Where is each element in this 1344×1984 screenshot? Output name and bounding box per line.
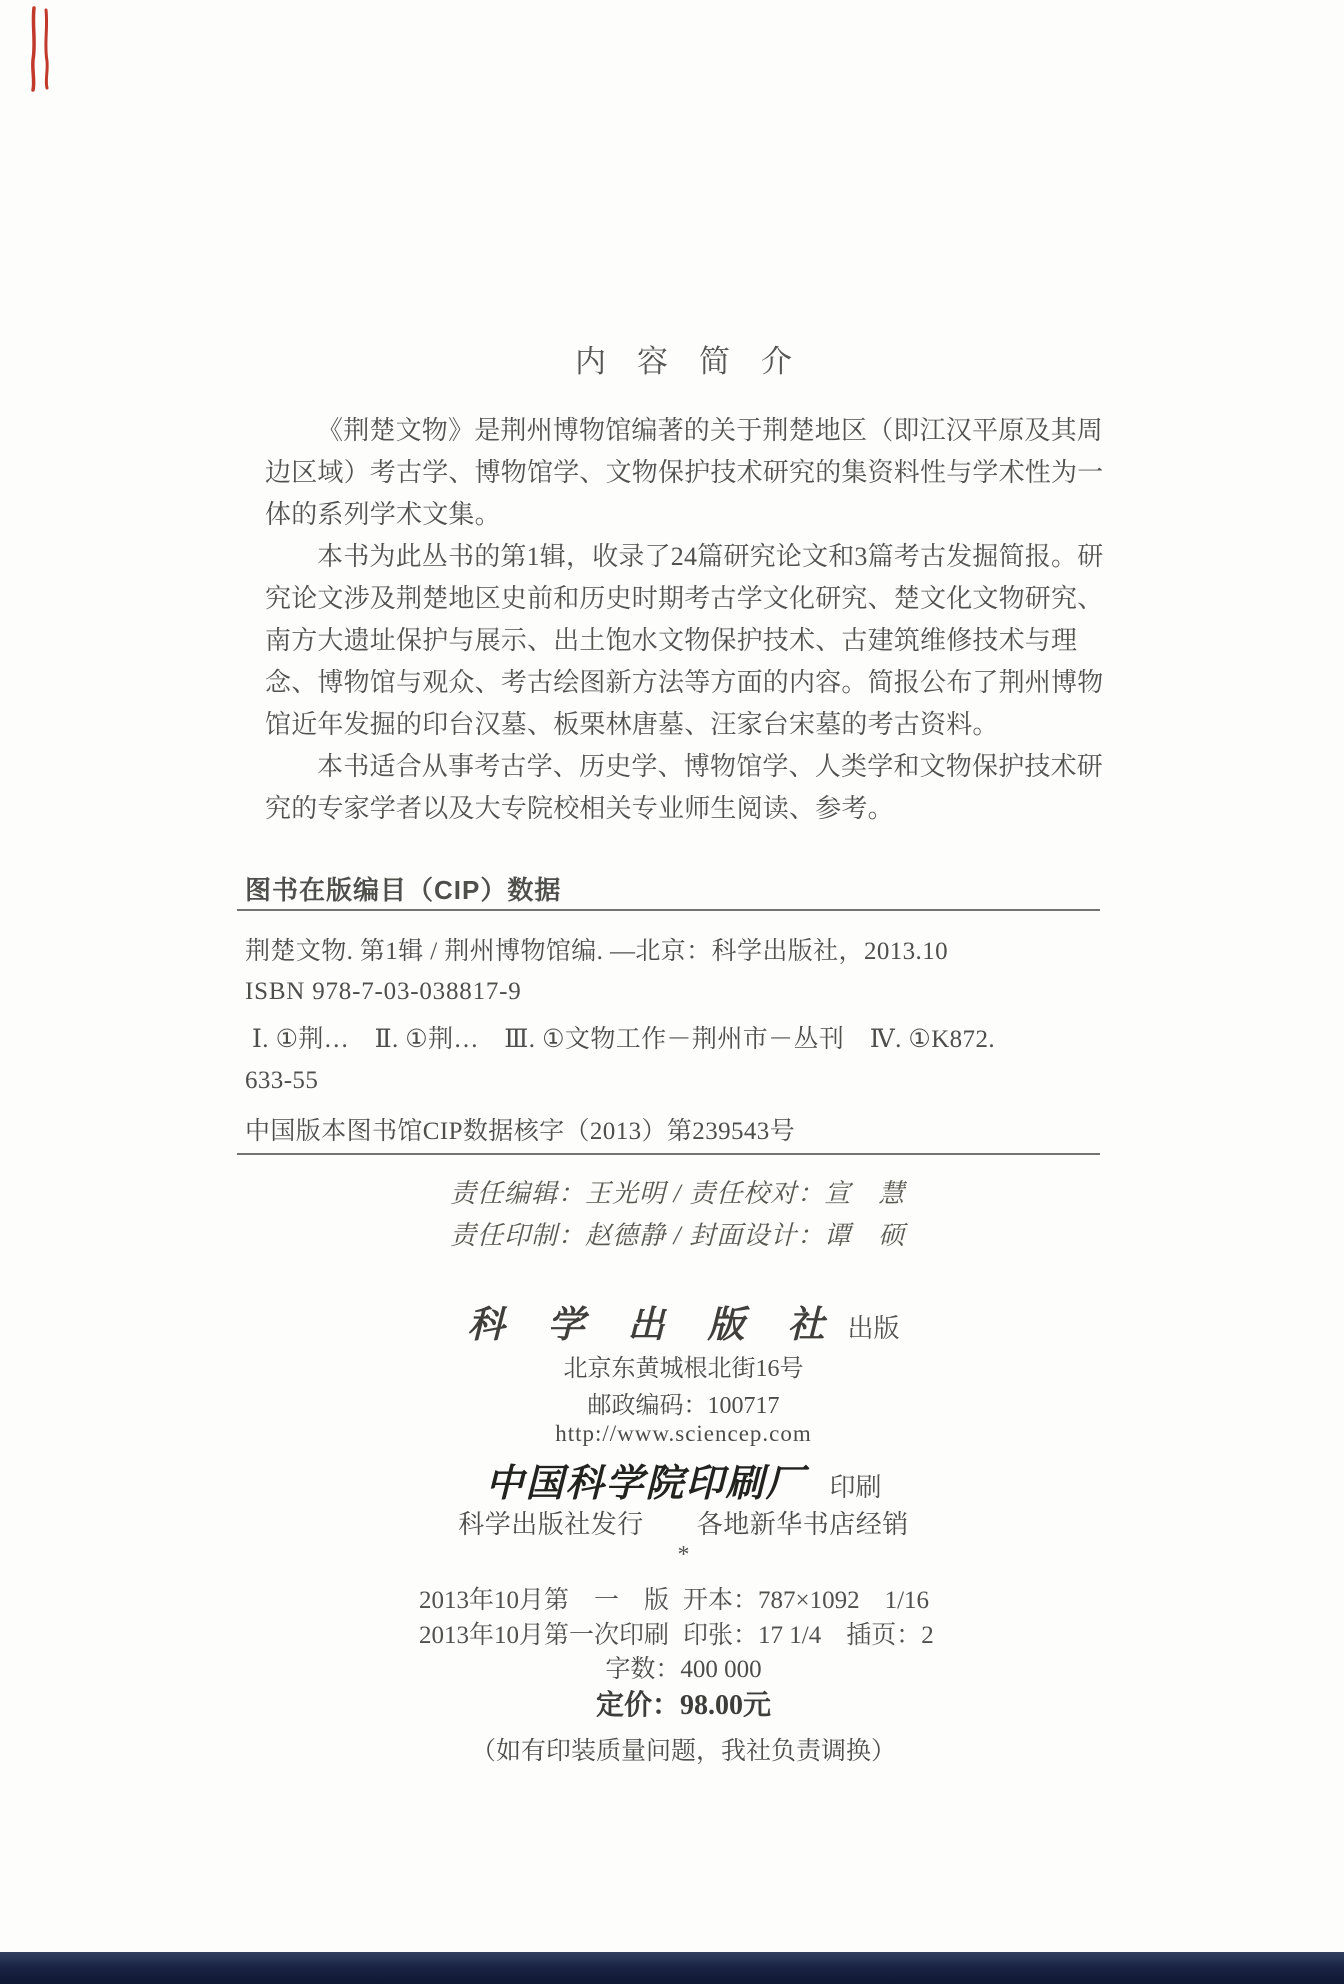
distribution-line: 科学出版社发行 各地新华书店经销 xyxy=(458,1510,909,1539)
printing-house-logo: 中国科学院印刷厂 xyxy=(485,1463,806,1505)
cip-record-number: 中国版本图书馆CIP数据核字（2013）第239543号 xyxy=(245,1118,796,1145)
red-pen-marks-icon xyxy=(26,6,56,97)
bottom-scan-band xyxy=(0,1952,1344,1984)
price-line xyxy=(267,1683,1100,1723)
science-press-logo: 科 学 出 版 社 xyxy=(467,1305,828,1346)
quality-notice: （如有印装质量问题，我社负责调换） xyxy=(470,1738,896,1765)
press-website: http://www.sciencep.com xyxy=(555,1421,812,1446)
cip-rule-bottom xyxy=(237,1153,1100,1155)
press-imprint-line xyxy=(267,1294,1100,1348)
credit-printing-line: 责任印制：赵德静 / 封面设计：谭 硕 xyxy=(450,1221,906,1250)
cip-classification: Ⅰ. ①荆… Ⅱ. ①荆… Ⅲ. ①文物工作－荆州市－丛刊 Ⅳ. ①K872. xyxy=(252,1026,996,1053)
intro-line: 究的专家学者以及大专院校相关专业师生阅读、参考。 xyxy=(265,794,894,823)
cip-title-line: 荆楚文物. 第1辑 / 荆州博物馆编. —北京：科学出版社，2013.10 xyxy=(245,938,948,965)
credits-block xyxy=(450,1173,905,1257)
cip-rule-top xyxy=(237,909,1100,911)
press-suffix-label: 出版 xyxy=(847,1314,900,1343)
intro-line: 《荆楚文物》是荆州博物馆编著的关于荆楚地区（即江汉平原及其周 xyxy=(317,416,1104,445)
separator-star: * xyxy=(677,1542,690,1568)
word-count: 字数：400 000 xyxy=(605,1656,762,1683)
intro-paragraphs xyxy=(265,410,1125,830)
printer-suffix-label: 印刷 xyxy=(829,1473,882,1502)
cip-isbn: ISBN 978-7-03-038817-9 xyxy=(245,978,522,1005)
printing-run-line xyxy=(267,1615,1100,1651)
intro-line: 边区域）考古学、博物馆学、文物保护技术研究的集资料性与学术性为一 xyxy=(265,458,1104,487)
intro-line: 究论文涉及荆楚地区史前和历史时期考古学文化研究、楚文化文物研究、 xyxy=(265,584,1104,613)
intro-line: 体的系列学术文集。 xyxy=(265,500,501,529)
printing-sheets: 印张：17 1/4 插页：2 xyxy=(683,1622,934,1649)
intro-line: 本书为此丛书的第1辑，收录了24篇研究论文和3篇考古发掘简报。研 xyxy=(317,542,1104,571)
cip-classification-continuation: 633-55 xyxy=(245,1067,319,1094)
price-label: 定价： xyxy=(595,1690,680,1721)
edition-format: 开本：787×1092 1/16 xyxy=(683,1587,930,1614)
cip-heading: 图书在版编目（CIP）数据 xyxy=(245,875,562,905)
printer-line xyxy=(267,1452,1100,1507)
price-value: 98.00元 xyxy=(680,1690,772,1721)
edition-date: 2013年10月第 一 版 xyxy=(419,1587,670,1614)
press-postcode: 邮政编码：100717 xyxy=(587,1393,780,1419)
printing-date: 2013年10月第一次印刷 xyxy=(419,1622,670,1649)
edition-line xyxy=(267,1580,1100,1616)
intro-line: 馆近年发掘的印台汉墓、板栗林唐墓、汪家台宋墓的考古资料。 xyxy=(265,710,999,739)
press-address: 北京东黄城根北街16号 xyxy=(563,1356,804,1382)
intro-line: 南方大遗址保护与展示、出土饱水文物保护技术、古建筑维修技术与理 xyxy=(265,626,1078,655)
credit-editor-line: 责任编辑：王光明 / 责任校对：宣 慧 xyxy=(450,1179,906,1208)
intro-line: 念、博物馆与观众、考古绘图新方法等方面的内容。简报公布了荆州博物 xyxy=(265,668,1104,697)
page-title: 内 容 简 介 xyxy=(575,344,792,379)
intro-line: 本书适合从事考古学、历史学、博物馆学、人类学和文物保护技术研 xyxy=(317,752,1104,781)
